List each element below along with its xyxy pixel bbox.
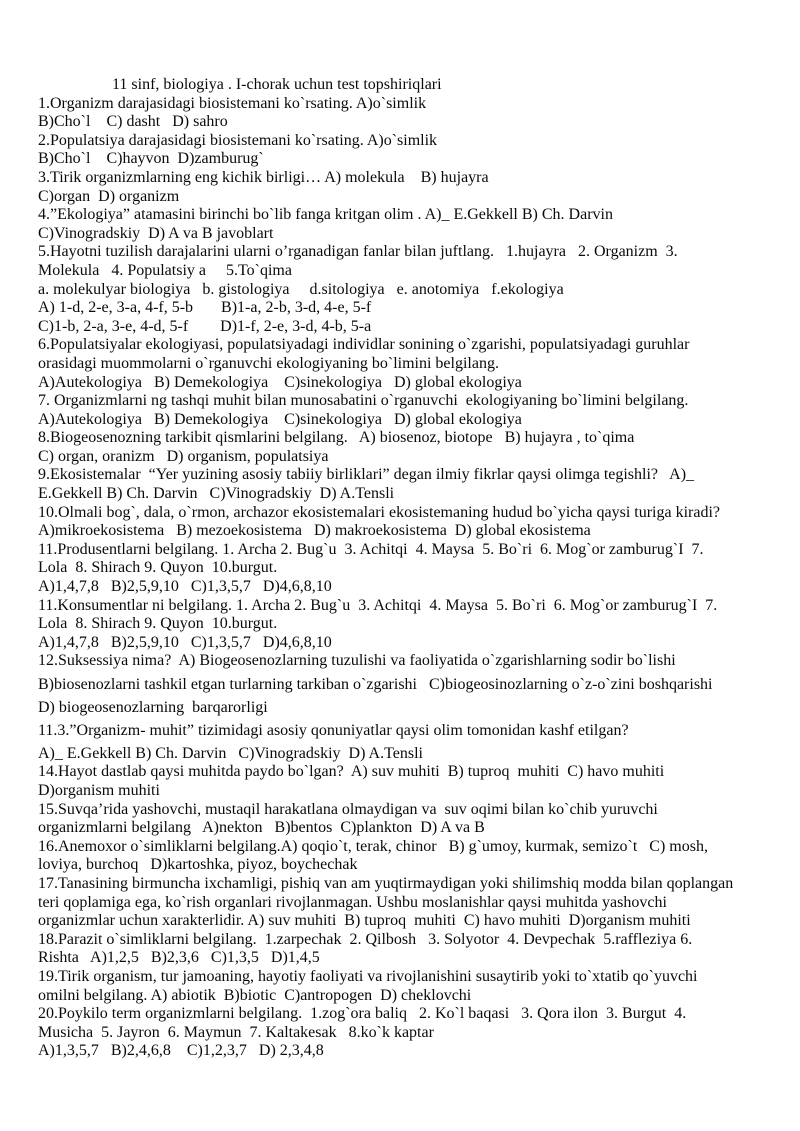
text-line: D) biogeosenozlarning barqarorligi: [38, 698, 268, 716]
text-line: 3.Tirik organizmlarning eng kichik birligi… A) molekula B) hujayra: [38, 168, 489, 186]
text-line: 11.Produsentlarni belgilang. 1. Archa 2. Bug`u 3. Achitqi 4. Maysa 5. Bo`ri 6. Mog`or zamburug`I 7.: [38, 540, 704, 558]
document-title: 11 sinf, biologiya . I-chorak uchun test topshiriqlari: [112, 76, 442, 93]
text-line: C) organ, oranizm D) organism, populatsiya: [38, 447, 329, 465]
text-line: C)organ D) organizm: [38, 187, 180, 205]
text-line: D)organism muhiti: [38, 781, 160, 799]
text-line: 11.3.”Organizm- muhit” tizimidagi asosiy qonuniyatlar qaysi olim tomonidan kashf etilgan?: [38, 721, 629, 739]
text-line: Lola 8. Shirach 9. Quyon 10.burgut.: [38, 615, 278, 633]
text-line: B)Cho`l C) dasht D) sahro: [38, 113, 228, 131]
text-line: B)Cho`l C)hayvon D)zamburug`: [38, 150, 264, 168]
text-line: Lola 8. Shirach 9. Quyon 10.burgut.: [38, 559, 278, 577]
text-line: loviya, burchoq D)kartoshka, piyoz, boychechak: [38, 856, 358, 874]
text-line: A)1,4,7,8 B)2,5,9,10 C)1,3,5,7 D)4,6,8,10: [38, 633, 332, 651]
text-line: 14.Hayot dastlab qaysi muhitda paydo bo`lgan? A) suv muhiti B) tuproq muhiti C) havo muhiti: [38, 763, 665, 781]
text-line: 19.Tirik organism, tur jamoaning, hayotiy faoliyati va rivojlanishini susaytirib yoki to`xtatib qo`yuvchi: [38, 967, 698, 985]
text-line: Rishta A)1,2,5 B)2,3,6 C)1,3,5 D)1,4,5: [38, 949, 320, 967]
text-line: omilni belgilang. A) abiotik B)biotic C)antropogen D) cheklovchi: [38, 986, 472, 1004]
text-line: A)Autekologiya B) Demekologiya C)sinekologiya D) global ekologiya: [38, 410, 522, 428]
text-line: organizmlarni belgilang A)nekton B)bentos C)plankton D) A va B: [38, 819, 485, 837]
text-line: A)_ E.Gekkell B) Ch. Darvin C)Vinogradskiy D) A.Tensli: [38, 744, 423, 762]
text-line: 5.Hayotni tuzilish darajalarini ularni o’rganadigan fanlar bilan juftlang. 1.hujayra 2. Organizm 3.: [38, 243, 678, 261]
text-line: 1.Organizm darajasidagi biosistemani ko`rsating. A)o`simlik: [38, 94, 427, 112]
text-line: 4.”Ekologiya” atamasini birinchi bo`lib fanga kritgan olim . A)_ E.Gekkell B) Ch. Darvin: [38, 206, 613, 224]
text-line: Molekula 4. Populatsiy a 5.To`qima: [38, 261, 292, 279]
text-line: B)biosenozlarni tashkil etgan turlarning tarkiban o`zgarishi C)biogeosinozlarning o`z-o`zini boshqarishi: [38, 675, 713, 693]
text-line: 15.Suvqa’rida yashovchi, mustaqil harakatlana olmaydigan va suv oqimi bilan ko`chib yuruvchi: [38, 800, 658, 818]
text-line: 8.Biogeosenozning tarkibit qismlarini belgilang. A) biosenoz, biotope B) hujayra , to`qima: [38, 429, 635, 447]
text-line: Musicha 5. Jayron 6. Maymun 7. Kaltakesak 8.ko`k kaptar: [38, 1023, 434, 1041]
text-line: A) 1-d, 2-e, 3-a, 4-f, 5-b B)1-a, 2-b, 3-d, 4-e, 5-f: [38, 299, 372, 317]
text-line: 10.Olmali bog`, dala, o`rmon, archazor ekosistemalari ekosistemaning hudud bo`yicha qaysi turiga kiradi?: [38, 503, 721, 521]
text-line: a. molekulyar biologiya b. gistologiya d.sitologiya e. anotomiya f.ekologiya: [38, 280, 564, 298]
text-line: E.Gekkell B) Ch. Darvin C)Vinogradskiy D) A.Tensli: [38, 485, 395, 503]
text-line: A)1,4,7,8 B)2,5,9,10 C)1,3,5,7 D)4,6,8,10: [38, 578, 332, 596]
text-line: 9.Ekosistemalar “Yer yuzining asosiy tabiiy birliklari” degan ilmiy fikrlar qaysi olimga tegishli? A)_: [38, 466, 695, 484]
text-line: 16.Anemoxor o`simliklarni belgilang.A) qoqio`t, terak, chinor B) g`umoy, kurmak, semizo`t C) mosh,: [38, 837, 708, 855]
text-line: 17.Tanasining birmuncha ixchamligi, pishiq van am yuqtirmaydigan yoki shilimshiq modda bilan qoplangan: [38, 874, 734, 892]
text-line: teri qoplamiga ega, ko`rish organlari rivojlanmagan. Ushbu moslanishlar qaysi muhitda yashovchi: [38, 893, 667, 911]
text-line: 7. Organizmlarni ng tashqi muhit bilan munosabatini o`rganuvchi ekologiyaning bo`limini belgilang.: [38, 392, 689, 410]
text-line: 6.Populatsiyalar ekologiyasi, populatsiyadagi individlar sonining o`zgarishi, populatsiyadagi guruhlar: [38, 336, 690, 354]
text-line: 18.Parazit o`simliklarni belgilang. 1.zarpechak 2. Qilbosh 3. Solyotor 4. Devpechak 5.raffleziya 6.: [38, 930, 693, 948]
text-line: 20.Poykilo term organizmlarni belgilang. 1.zog`ora baliq 2. Ko`l baqasi 3. Qora ilon 3. Burgut 4.: [38, 1005, 687, 1023]
text-line: 12.Suksessiya nima? A) Biogeosenozlarning tuzulishi va faoliyatida o`zgarishlarning sodir bo`lishi: [38, 652, 676, 670]
text-line: A)Autekologiya B) Demekologiya C)sinekologiya D) global ekologiya: [38, 373, 522, 391]
text-line: A)1,3,5,7 B)2,4,6,8 C)1,2,3,7 D) 2,3,4,8: [38, 1042, 324, 1060]
text-line: organizmlar uchun xarakterlidir. A) suv muhiti B) tuproq muhiti C) havo muhiti D)organism muhiti: [38, 912, 691, 930]
text-line: C)1-b, 2-a, 3-e, 4-d, 5-f D)1-f, 2-e, 3-d, 4-b, 5-a: [38, 317, 372, 335]
text-line: orasidagi muommolarni o`rganuvchi ekologiyaning bo`limini belgilang.: [38, 354, 499, 372]
text-line: C)Vinogradskiy D) A va B javoblart: [38, 224, 274, 242]
text-line: 11.Konsumentlar ni belgilang. 1. Archa 2. Bug`u 3. Achitqi 4. Maysa 5. Bo`ri 6. Mog`or zamburug`I 7.: [38, 596, 718, 614]
text-line: 2.Populatsiya darajasidagi biosistemani ko`rsating. A)o`simlik: [38, 131, 438, 149]
text-line: A)mikroekosistema B) mezoekosistema D) makroekosistema D) global ekosistema: [38, 522, 591, 540]
